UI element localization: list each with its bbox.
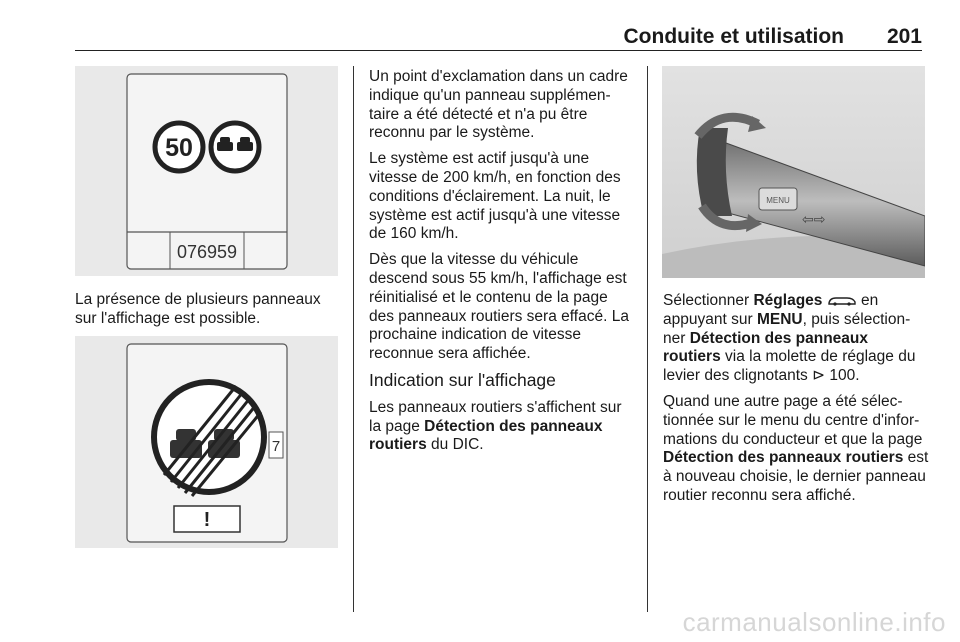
sign-code: 076959 [176,242,238,262]
reset-paragraph: Dès que la vitesse du véhicule descend sous 55 km/h, l'affichage est réinitialisé et le contenu de la page des panneaux routiers sera effacé. La prochaine indication de vitesse reconnue sera affichée. [369,251,629,363]
end-no-overtaking-illustration [75,336,338,548]
exclamation-mark: ! [203,509,211,531]
detection-page-name-2: Détection des panneaux routiers [663,449,904,467]
settings-menu-name: Réglages [753,292,823,309]
menu-key-name: MENU [756,310,803,328]
page-header [75,22,922,51]
menu-button-label: MENU [766,196,790,205]
turn-arrows-icon: ⇦⇨ [802,211,826,227]
activation-paragraph: Le système est actif jusqu'à une vitesse de 200 km/h, en fonction des conditions d'éclairement. La nuit, le système est actif jusqu'à une vitesse de 160 km/h. [369,150,621,243]
speed-limit-value: 50 [165,134,193,162]
turn-signal-lever-illustration [662,66,925,278]
column-divider-left [353,66,354,612]
end-no-overtaking-figure [75,336,338,548]
turn-signal-lever-figure [662,66,925,278]
column-divider-right [647,66,648,612]
detection-page-name: Détection des panneaux routiers [663,329,869,366]
settings-paragraph: Sélectionner Réglages en appuyant sur MENU, puis sélection- ner Détection des panneaux routiers via la molette de réglage du levier des clignotants ⊳ 100. [663,292,916,385]
sign-display-figure [75,66,338,276]
page-title: Conduite et utilisation [623,25,844,48]
sign-display-illustration [75,66,338,276]
dic-page-name: Détection des panneaux routiers [369,417,603,454]
section-heading: Indication sur l'affichage [369,369,556,390]
exclamation-paragraph: Un point d'exclamation dans un cadre indique qu'un panneau supplémen- taire a été détecté et n'a pu être reconnu par le système. [369,68,628,142]
column1-paragraph: La présence de plusieurs panneaux sur l'affichage est possible. [75,291,321,327]
page-reference: 100 [829,367,856,385]
watermark: carmanualsonline.info [682,607,946,637]
display-paragraph: Les panneaux routiers s'affichent sur la page Détection des panneaux routiers du DIC. [369,398,622,454]
return-paragraph: Quand une autre page a été sélec- tionnée sur le menu du centre d'infor- mations du conducteur et que la page Détection des panneaux routiers est à nouveau choisie, le dernier panneau routier reconnu sera affiché. [663,392,929,504]
column2-text [369,68,635,462]
column3-text [663,292,929,513]
page-reference-icon: ⊳ [812,367,830,385]
car-settings-icon [827,295,857,306]
page-number: 201 [886,25,922,48]
side-panel-digit: 7 [271,438,281,455]
